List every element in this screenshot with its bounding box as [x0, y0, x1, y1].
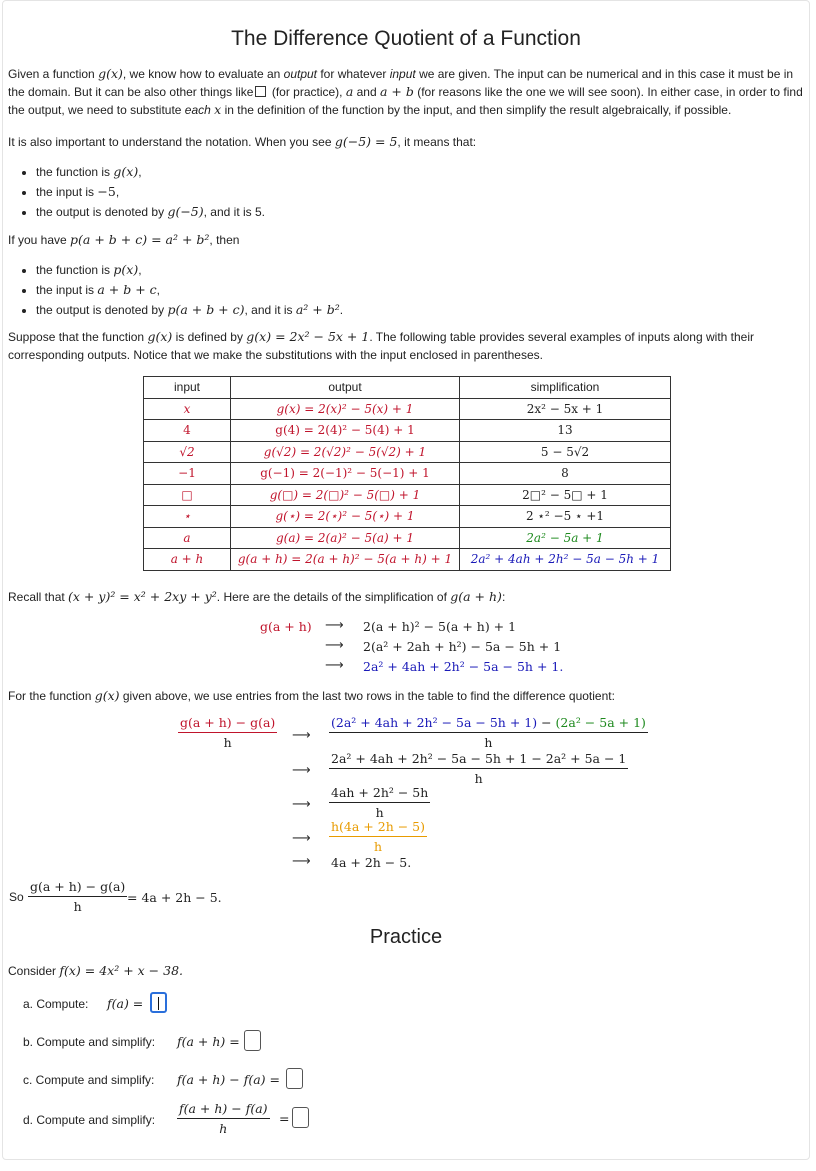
- input-cell: □: [144, 484, 231, 506]
- dq-result-value: = 4a + 2h − 5.: [127, 890, 222, 905]
- question-b-expression: f(a + h) =: [177, 1034, 240, 1049]
- answer-input-b[interactable]: [244, 1030, 261, 1051]
- dq-step-2-fraction: $\frac{\text{2a² + 4ah + 2h² − 5a − 5h + 1 − 2a² + 5a − 1}}{h}$: [331, 751, 627, 786]
- question-d-fraction: $\frac{f(a + h) - f(a)}{h}$: [179, 1101, 268, 1136]
- arrow-icon: ⟶: [292, 854, 311, 869]
- notation-list: [8, 162, 265, 222]
- dq-result-fraction: $\frac{g(a + h) - g(a)}{h}$: [30, 879, 126, 914]
- simplification-step-2: 2(a² + 2ah + h²) − 5a − 5h + 1: [363, 639, 562, 654]
- table-row: [144, 398, 671, 420]
- page: [2, 0, 810, 1160]
- list-item: • the output is denoted by p(a + b + c), and it is a² + b².: [36, 300, 343, 320]
- arrow-icon: ⟶: [292, 728, 311, 743]
- question-a-expression: f(a) =: [107, 996, 144, 1011]
- so-label: So: [9, 890, 24, 904]
- output-cell: g(4) = 2(4)² − 5(4) + 1: [231, 420, 460, 442]
- simplification-cell: 2□² − 5□ + 1: [460, 484, 671, 506]
- table-header: simplification: [460, 377, 671, 399]
- question-d-equals: =: [279, 1111, 290, 1126]
- arrow-icon: ⟶: [325, 638, 344, 653]
- text-cursor: [158, 997, 159, 1010]
- input-cell: −1: [144, 463, 231, 485]
- input-cell: a + h: [144, 549, 231, 571]
- output-cell: g(−1) = 2(−1)² − 5(−1) + 1: [231, 463, 460, 485]
- dq-lhs-fraction: $\frac{g(a + h) - g(a)}{h}$: [180, 715, 276, 750]
- table-header: output: [231, 377, 460, 399]
- list-item: • the input is −5,: [36, 182, 265, 202]
- question-b-label: b. Compute and simplify:: [23, 1035, 156, 1049]
- table-row: [144, 527, 671, 549]
- simplification-step-3: 2a² + 4ah + 2h² − 5a − 5h + 1.: [363, 659, 564, 674]
- table-row: [144, 441, 671, 463]
- table-row: [144, 463, 671, 485]
- question-d-label: d. Compute and simplify:: [23, 1113, 156, 1127]
- example-paragraph: If you have p(a + b + c) = a² + b², then: [8, 232, 240, 247]
- input-cell: ⋆: [144, 506, 231, 528]
- practice-statement: Consider f(x) = 4x² + x − 38.: [8, 963, 183, 978]
- table-header: input: [144, 377, 231, 399]
- answer-input-c[interactable]: [286, 1068, 303, 1089]
- output-cell: g(⋆) = 2(⋆)² − 5(⋆) + 1: [231, 506, 460, 528]
- simplification-lhs: g(a + h): [260, 619, 312, 634]
- notation-paragraph: It is also important to understand the notation. When you see g(−5) = 5, it means that:: [8, 134, 477, 149]
- answer-input-d[interactable]: [292, 1107, 309, 1128]
- table-row: [144, 549, 671, 571]
- simplification-cell: 2a² + 4ah + 2h² − 5a − 5h + 1: [460, 549, 671, 571]
- dq-step-5: 4a + 2h − 5.: [331, 855, 412, 870]
- arrow-icon: ⟶: [292, 797, 311, 812]
- example-list: [8, 260, 343, 320]
- question-c-label: c. Compute and simplify:: [23, 1073, 155, 1087]
- table-row: [144, 420, 671, 442]
- arrow-icon: ⟶: [325, 618, 344, 633]
- dq-step-1-fraction: $\frac{\text{(2a² + 4ah + 2h² − 5a − 5h + 1) − (2a² − 5a + 1)}}{h}$: [331, 715, 646, 750]
- list-item: • the input is a + b + c,: [36, 280, 343, 300]
- question-c-expression: f(a + h) − f(a) =: [177, 1072, 281, 1087]
- arrow-icon: ⟶: [325, 658, 344, 673]
- page-title: The Difference Quotient of a Function: [231, 27, 581, 50]
- output-cell: g(a + h) = 2(a + h)² − 5(a + h) + 1: [231, 549, 460, 571]
- square-symbol: [255, 86, 266, 97]
- definition-paragraph: Suppose that the function g(x) is defined by g(x) = 2x² − 5x + 1. The following table provides several examples of inputs along with their corresponding outputs. Notice that we make the substitutions with the input enclosed in parentheses.: [8, 329, 754, 362]
- input-cell: a: [144, 527, 231, 549]
- output-cell: g(x) = 2(x)² − 5(x) + 1: [231, 398, 460, 420]
- simplification-cell: 5 − 5√2: [460, 441, 671, 463]
- simplification-cell: 2 ⋆² −5 ⋆ +1: [460, 506, 671, 528]
- difference-quotient-intro: For the function g(x) given above, we use entries from the last two rows in the table to find the difference quotient:: [8, 688, 615, 703]
- question-a-label: a. Compute:: [23, 997, 89, 1011]
- table-row: [144, 484, 671, 506]
- arrow-icon: ⟶: [292, 831, 311, 846]
- output-cell: g(√2) = 2(√2)² − 5(√2) + 1: [231, 441, 460, 463]
- intro-paragraph: Given a function g(x), we know how to evaluate an output for whatever input we are given. The input can be numerical and in this case it must be in the domain. But it can be also other things like (for practice), a and a + b (for reasons like the one we will see soon). In either case, in order to find the output, we need to substitute each x in the definition of the function by the input, and then simplify the result algebraically, if possible.: [8, 66, 803, 117]
- table-row: [144, 506, 671, 528]
- dq-step-3-fraction: $\frac{\text{4ah + 2h² − 5h}}{h}$: [331, 785, 429, 820]
- simplification-cell: 2a² − 5a + 1: [460, 527, 671, 549]
- simplification-cell: 13: [460, 420, 671, 442]
- substitution-table: [143, 376, 671, 571]
- input-cell: 4: [144, 420, 231, 442]
- list-item: • the output is denoted by g(−5), and it is 5.: [36, 202, 265, 222]
- answer-input-a[interactable]: [150, 992, 167, 1013]
- output-cell: g(□) = 2(□)² − 5(□) + 1: [231, 484, 460, 506]
- list-item: • the function is p(x),: [36, 260, 343, 280]
- simplification-cell: 8: [460, 463, 671, 485]
- simplification-cell: 2x² − 5x + 1: [460, 398, 671, 420]
- output-cell: g(a) = 2(a)² − 5(a) + 1: [231, 527, 460, 549]
- list-item: • the function is g(x),: [36, 162, 265, 182]
- dq-step-4-fraction: $\frac{h(4a + 2h - 5)}{h}$: [331, 819, 426, 854]
- recall-paragraph: Recall that (x + y)² = x² + 2xy + y². Here are the details of the simplification of g(a + h):: [8, 589, 506, 604]
- arrow-icon: ⟶: [292, 763, 311, 778]
- input-cell: x: [144, 398, 231, 420]
- input-cell: √2: [144, 441, 231, 463]
- simplification-step-1: 2(a + h)² − 5(a + h) + 1: [363, 619, 517, 634]
- practice-heading: Practice: [369, 926, 443, 948]
